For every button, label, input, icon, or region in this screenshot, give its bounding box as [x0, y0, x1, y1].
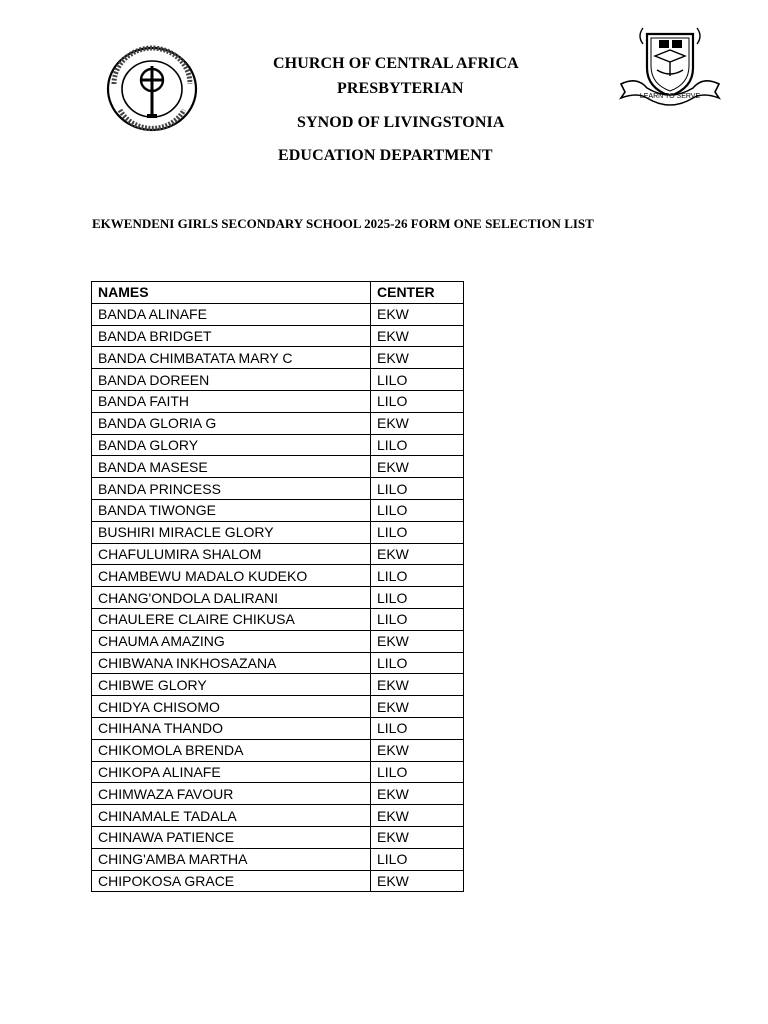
student-name-cell: CHING'AMBA MARTHA — [92, 848, 371, 870]
table-row — [92, 783, 464, 805]
org-name-line1: CHURCH OF CENTRAL AFRICA — [273, 55, 519, 72]
center-cell: LILO — [371, 521, 464, 543]
center-cell: LILO — [371, 761, 464, 783]
center-cell: LILO — [371, 652, 464, 674]
student-name-cell: CHIHANA THANDO — [92, 717, 371, 739]
table-header-row — [92, 282, 464, 304]
student-name-cell: CHAUMA AMAZING — [92, 630, 371, 652]
center-cell: EKW — [371, 783, 464, 805]
table-row — [92, 565, 464, 587]
table-row — [92, 848, 464, 870]
center-cell: LILO — [371, 717, 464, 739]
table-row — [92, 369, 464, 391]
student-name-cell: CHIBWE GLORY — [92, 674, 371, 696]
table-row — [92, 325, 464, 347]
table-row — [92, 347, 464, 369]
student-name-cell: BANDA ALINAFE — [92, 303, 371, 325]
synod-name: SYNOD OF LIVINGSTONIA — [297, 114, 505, 131]
student-name-cell: BANDA CHIMBATATA MARY C — [92, 347, 371, 369]
center-cell: EKW — [371, 303, 464, 325]
names-column-header: NAMES — [92, 282, 371, 304]
org-name-line2: PRESBYTERIAN — [337, 80, 464, 97]
table-row — [92, 652, 464, 674]
center-cell: EKW — [371, 347, 464, 369]
center-cell: LILO — [371, 565, 464, 587]
student-name-cell: CHAULERE CLAIRE CHIKUSA — [92, 608, 371, 630]
student-name-cell: BANDA FAITH — [92, 390, 371, 412]
table-row — [92, 478, 464, 500]
center-cell: EKW — [371, 325, 464, 347]
table-row — [92, 608, 464, 630]
table-row — [92, 434, 464, 456]
center-cell: LILO — [371, 390, 464, 412]
department-name: EDUCATION DEPARTMENT — [278, 147, 493, 164]
table-row — [92, 826, 464, 848]
student-name-cell: BANDA GLORIA G — [92, 412, 371, 434]
selection-table — [91, 281, 464, 892]
student-name-cell: BANDA PRINCESS — [92, 478, 371, 500]
center-cell: EKW — [371, 826, 464, 848]
center-cell: EKW — [371, 674, 464, 696]
table-row — [92, 674, 464, 696]
table-row — [92, 390, 464, 412]
center-cell: EKW — [371, 870, 464, 892]
church-seal-icon — [104, 44, 200, 134]
table-row — [92, 587, 464, 609]
student-name-cell: CHIDYA CHISOMO — [92, 696, 371, 718]
center-cell: EKW — [371, 412, 464, 434]
center-cell: LILO — [371, 608, 464, 630]
table-row — [92, 412, 464, 434]
student-name-cell: BANDA BRIDGET — [92, 325, 371, 347]
center-cell: LILO — [371, 587, 464, 609]
student-name-cell: BANDA DOREEN — [92, 369, 371, 391]
table-row — [92, 456, 464, 478]
student-name-cell: CHINAMALE TADALA — [92, 805, 371, 827]
center-cell: EKW — [371, 805, 464, 827]
student-name-cell: BUSHIRI MIRACLE GLORY — [92, 521, 371, 543]
document-title: EKWENDENI GIRLS SECONDARY SCHOOL 2025-26 FORM ONE SELECTION LIST — [92, 216, 594, 231]
center-cell: LILO — [371, 499, 464, 521]
table-row — [92, 521, 464, 543]
table-row — [92, 805, 464, 827]
table-row — [92, 761, 464, 783]
center-cell: EKW — [371, 543, 464, 565]
table-row — [92, 870, 464, 892]
student-name-cell: CHINAWA PATIENCE — [92, 826, 371, 848]
center-column-header: CENTER — [371, 282, 464, 304]
center-cell: LILO — [371, 848, 464, 870]
center-cell: LILO — [371, 434, 464, 456]
student-name-cell: CHAMBEWU MADALO KUDEKO — [92, 565, 371, 587]
student-name-cell: CHIMWAZA FAVOUR — [92, 783, 371, 805]
student-name-cell: CHIBWANA INKHOSAZANA — [92, 652, 371, 674]
table-row — [92, 303, 464, 325]
student-name-cell: CHIKOMOLA BRENDA — [92, 739, 371, 761]
center-cell: EKW — [371, 739, 464, 761]
student-name-cell: BANDA MASESE — [92, 456, 371, 478]
table-row — [92, 696, 464, 718]
center-cell: EKW — [371, 456, 464, 478]
center-cell: LILO — [371, 369, 464, 391]
student-name-cell: CHIPOKOSA GRACE — [92, 870, 371, 892]
table-row — [92, 499, 464, 521]
school-crest-icon — [617, 26, 723, 108]
table-row — [92, 717, 464, 739]
center-cell: LILO — [371, 478, 464, 500]
student-name-cell: BANDA GLORY — [92, 434, 371, 456]
table-row — [92, 543, 464, 565]
center-cell: EKW — [371, 630, 464, 652]
crest-motto: LEARN TO SERVE — [639, 93, 701, 100]
center-cell: EKW — [371, 696, 464, 718]
student-name-cell: BANDA TIWONGE — [92, 499, 371, 521]
student-name-cell: CHANG'ONDOLA DALIRANI — [92, 587, 371, 609]
table-row — [92, 739, 464, 761]
student-name-cell: CHIKOPA ALINAFE — [92, 761, 371, 783]
student-name-cell: CHAFULUMIRA SHALOM — [92, 543, 371, 565]
table-row — [92, 630, 464, 652]
